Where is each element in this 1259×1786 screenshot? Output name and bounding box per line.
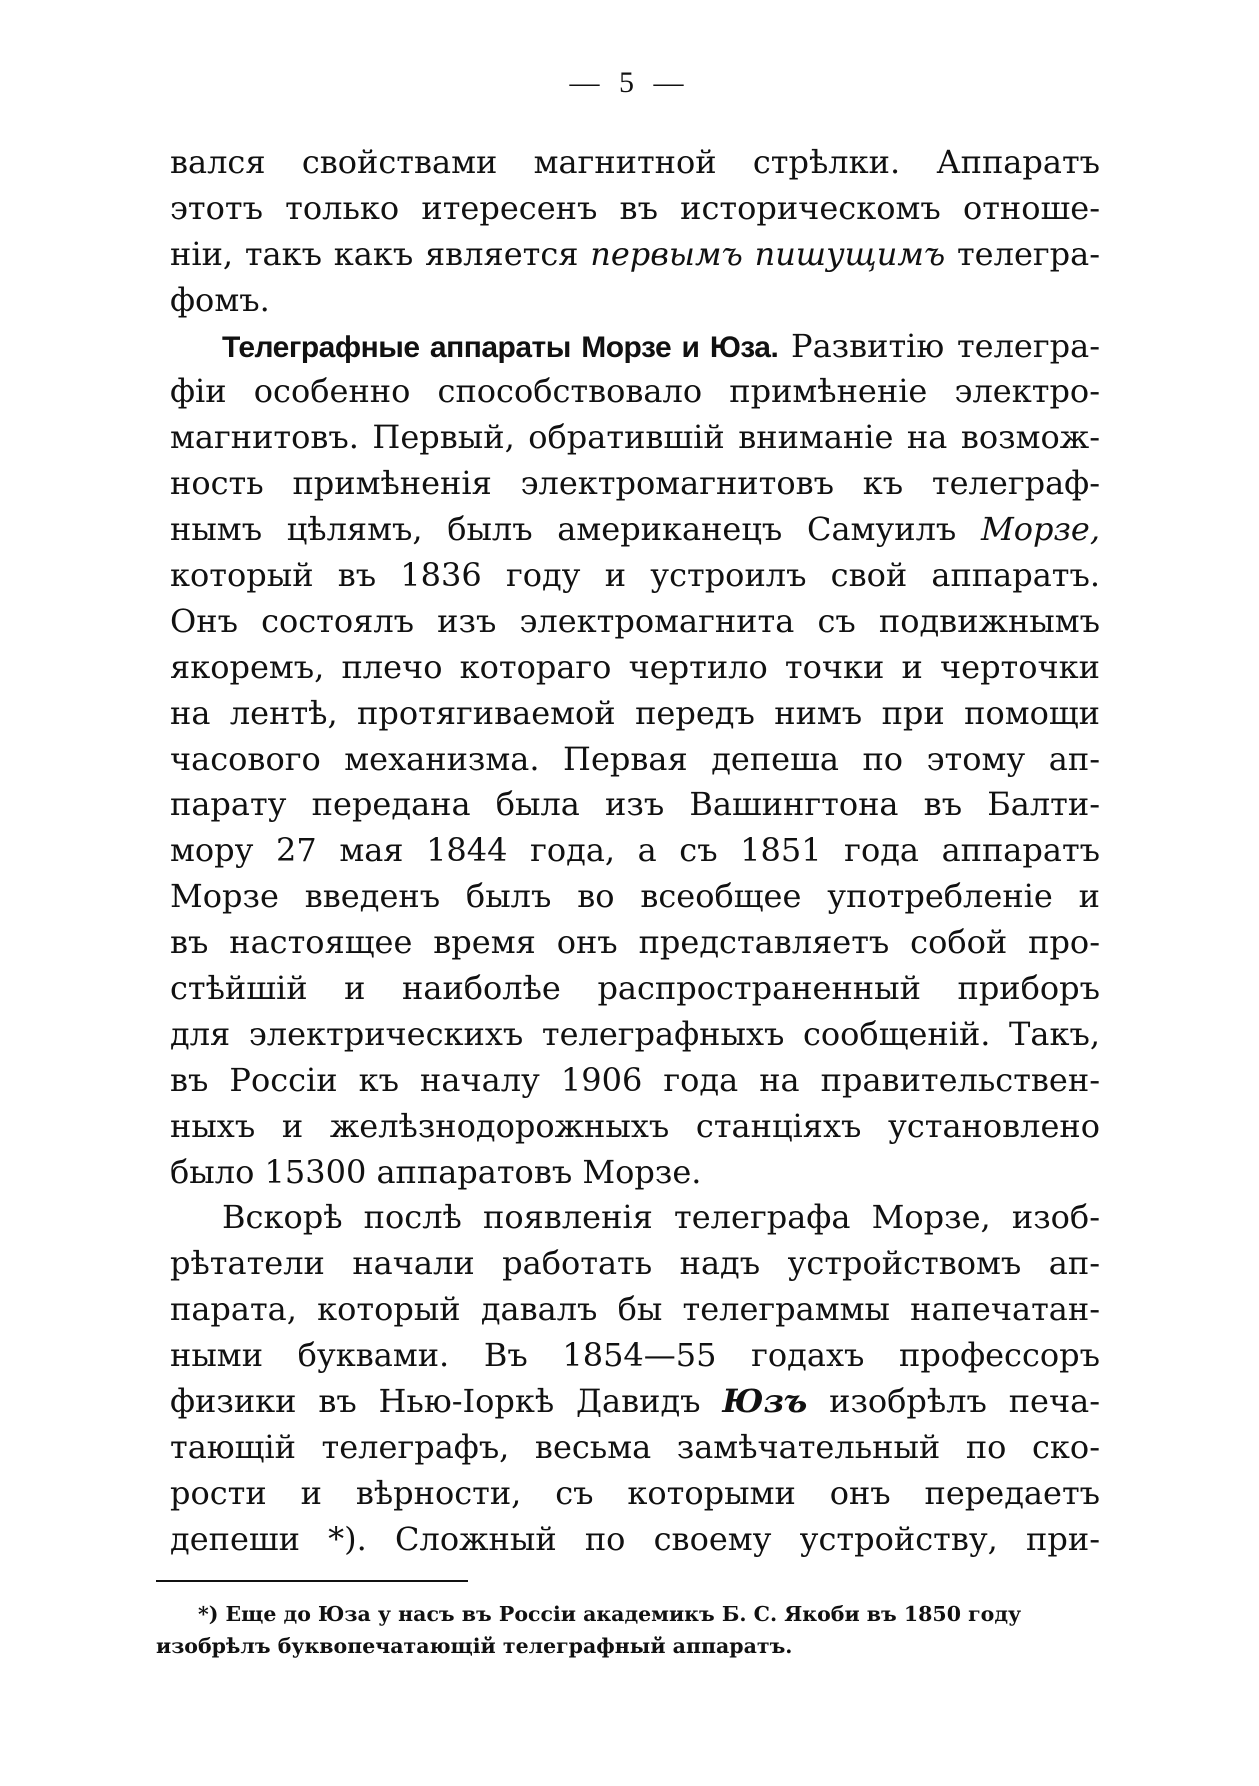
- text-line: было 15300 аппаратовъ Морзе.: [170, 1152, 702, 1191]
- text-line: для электрическихъ телеграфныхъ сообщеній. Такъ,: [170, 1014, 1100, 1053]
- text-line: этотъ только итересенъ въ историческомъ отноше-: [170, 188, 1100, 227]
- emphasis-morze: Морзе,: [980, 510, 1101, 549]
- text-line: на лентѣ, протягиваемой передъ нимъ при помощи: [170, 693, 1100, 732]
- emphasis-yuz: Юзъ: [722, 1382, 808, 1421]
- text-line: парата, который давалъ бы телеграммы напечатан-: [170, 1290, 1100, 1329]
- text-line: фомъ.: [170, 280, 270, 319]
- text-line: вался свойствами магнитной стрѣлки. Аппаратъ: [170, 143, 1100, 181]
- text-line: [170, 232, 1100, 278]
- text-line: парату передана была изъ Вашингтона въ Балти-: [170, 785, 1100, 824]
- text-line: который въ 1836 году и устроилъ свой аппаратъ.: [170, 556, 1100, 595]
- text-line: ными буквами. Въ 1854—55 годахъ профессоръ: [170, 1336, 1100, 1375]
- text-line: въ Россіи къ началу 1906 года на правительствен-: [170, 1060, 1100, 1099]
- section-heading: Телеграфные аппараты Морзе и Юза.: [222, 330, 779, 364]
- body-text: [170, 140, 1100, 1563]
- text-line: Вскорѣ послѣ появленія телеграфа Морзе, изоб-: [222, 1198, 1100, 1237]
- text-line: якоремъ, плечо котораго чертило точки и черточки: [170, 647, 1100, 686]
- text-line: депеши *). Сложный по своему устройству, при-: [170, 1519, 1100, 1558]
- text-line: стѣйшій и наиболѣе распространенный приборъ: [170, 969, 1100, 1008]
- text-fragment: изобрѣлъ печа-: [829, 1382, 1101, 1421]
- footnote-line: изобрѣлъ буквопечатающій телеграфный аппаратъ.: [156, 1634, 793, 1658]
- text-fragment: ніи, такъ какъ является: [170, 234, 579, 273]
- text-line: фіи особенно способствовало примѣненіе электро-: [170, 372, 1100, 411]
- text-line: рости и вѣрности, съ которыми онъ передаетъ: [170, 1473, 1100, 1512]
- footnote-line: *) Еще до Юза у насъ въ Россіи академикъ Б. С. Якоби въ 1850 году: [198, 1602, 1022, 1626]
- text-line: [170, 507, 1100, 553]
- text-line: ныхъ и желѣзнодорожныхъ станціяхъ установлено: [170, 1106, 1100, 1145]
- footnote-divider: [156, 1580, 468, 1582]
- text-fragment: телегра-: [956, 234, 1101, 273]
- footnote: [156, 1598, 1086, 1662]
- text-fragment: физики въ Нью-Іоркѣ Давидъ: [170, 1382, 701, 1421]
- text-line: мору 27 мая 1844 года, а съ 1851 года аппаратъ: [170, 831, 1100, 870]
- text-line: часового механизма. Первая депеша по этому ап-: [170, 739, 1100, 778]
- emphasis-first-writing: первымъ пишущимъ: [590, 234, 946, 273]
- text-line: [170, 1379, 1100, 1425]
- text-line: тающій телеграфъ, весьма замѣчательный по ско-: [170, 1427, 1100, 1466]
- text-line: Морзе введенъ былъ во всеобщее употребленіе и: [170, 877, 1100, 916]
- text-line: рѣтатели начали работать надъ устройствомъ ап-: [170, 1244, 1100, 1283]
- text-line: магнитовъ. Первый, обратившій вниманіе на возмож-: [170, 418, 1100, 457]
- text-line: въ настоящее время онъ представляетъ собой про-: [170, 923, 1100, 962]
- text-line: Онъ состоялъ изъ электромагнита съ подвижнымъ: [170, 601, 1100, 640]
- text-fragment: нымъ цѣлямъ, былъ американецъ Самуилъ: [170, 510, 957, 549]
- text-line: [170, 324, 1100, 370]
- page-number: — 5 —: [569, 66, 690, 99]
- text-line: ность примѣненія электромагнитовъ къ телеграф-: [170, 464, 1100, 503]
- text-fragment: Развитію телегра-: [791, 326, 1101, 365]
